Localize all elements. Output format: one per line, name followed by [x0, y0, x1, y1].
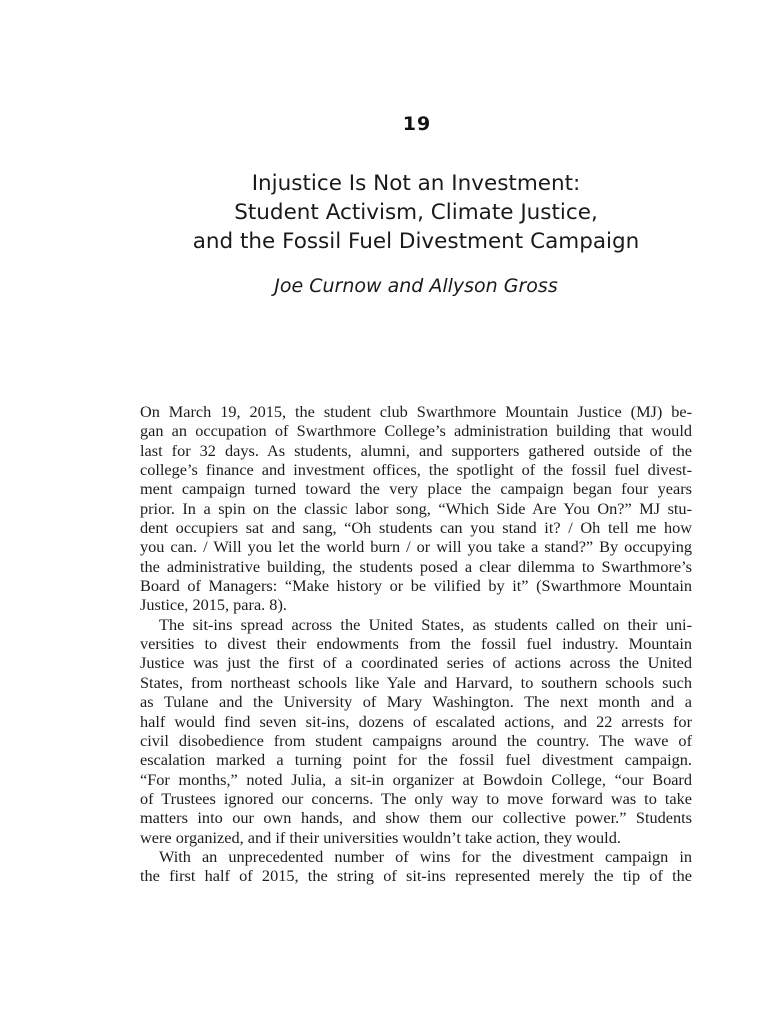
- body-line: you can. / Will you let the world burn / or will you take a stand?” By occupying: [140, 537, 692, 557]
- chapter-authors: Joe Curnow and Allyson Gross: [274, 275, 558, 297]
- body-line: prior. In a spin on the classic labor song, “Which Side Are You On?” MJ stu-: [140, 498, 692, 518]
- body-line: civil disobedience from student campaigns around the country. The wave of: [140, 730, 692, 750]
- body-line: gan an occupation of Swarthmore College’s administration building that would: [140, 421, 692, 441]
- body-line: Justice was just the first of a coordinated series of actions across the United: [140, 653, 692, 673]
- body-line: as Tulane and the University of Mary Washington. The next month and a: [140, 692, 692, 712]
- body-line: On March 19, 2015, the student club Swarthmore Mountain Justice (MJ) be-: [140, 402, 692, 421]
- body-line: With an unprecedented number of wins for the divestment campaign in: [159, 846, 692, 866]
- body-line: half would find seven sit-ins, dozens of escalated actions, and 22 arrests for: [140, 711, 692, 731]
- body-line: were organized, and if their universities wouldn’t take action, they would.: [140, 827, 621, 847]
- body-line: the first half of 2015, the string of sit-ins represented merely the tip of the: [140, 866, 692, 886]
- chapter-number: 19: [402, 113, 432, 135]
- chapter-title-line: Injustice Is Not an Investment:: [251, 171, 581, 196]
- chapter-title: [140, 169, 692, 256]
- body-line: ment campaign turned toward the very place the campaign began four years: [140, 479, 692, 499]
- chapter-title-line: Student Activism, Climate Justice,: [234, 200, 598, 225]
- chapter-title-line: and the Fossil Fuel Divestment Campaign: [192, 229, 640, 254]
- body-line: the administrative building, the students posed a clear dilemma to Swarthmore’s: [140, 556, 692, 576]
- body-line: of Trustees ignored our concerns. The only way to move forward was to take: [140, 788, 692, 808]
- body-text: [140, 402, 692, 886]
- body-line: dent occupiers sat and sang, “Oh students can you stand it? / Oh tell me how: [140, 518, 692, 538]
- body-line: versities to divest their endowments from the fossil fuel industry. Mountain: [140, 634, 692, 654]
- body-line: Justice, 2015, para. 8).: [140, 595, 287, 615]
- body-line: The sit-ins spread across the United States, as students called on their uni-: [159, 614, 692, 634]
- body-line: escalation marked a turning point for the fossil fuel divestment campaign.: [140, 750, 692, 770]
- body-line: last for 32 days. As students, alumni, and supporters gathered outside of the: [140, 440, 692, 460]
- body-line: matters into our own hands, and show them our collective power.” Students: [140, 808, 692, 828]
- body-line: Board of Managers: “Make history or be vilified by it” (Swarthmore Mountain: [140, 576, 692, 596]
- body-line: “For months,” noted Julia, a sit-in organizer at Bowdoin College, “our Board: [140, 769, 692, 789]
- body-line: States, from northeast schools like Yale and Harvard, to southern schools such: [140, 672, 692, 692]
- body-line: college’s finance and investment offices, the spotlight of the fossil fuel divest-: [140, 460, 692, 480]
